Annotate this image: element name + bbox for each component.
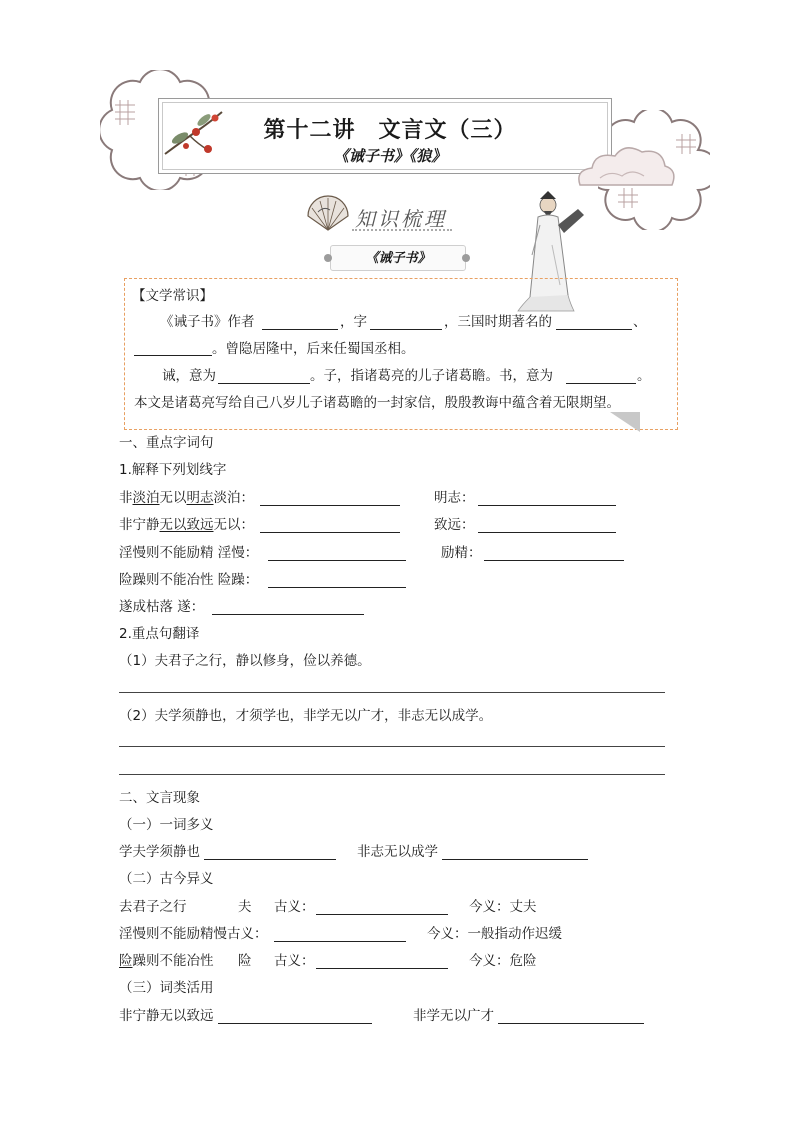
- literary-heading: 【文学常识】: [132, 288, 213, 304]
- yinman-answer-blank[interactable]: [268, 560, 406, 561]
- sentence-1: （1）夫君子之行，静以修身，俭以养德。: [119, 653, 371, 669]
- q2-heading: 2.重点句翻译: [119, 626, 200, 642]
- part1-heading: 一、重点字词句: [119, 435, 214, 451]
- row2-phrase: 非宁静无以致远无以：: [119, 517, 254, 533]
- fan-icon: [304, 194, 352, 234]
- gujin-ancient-blank-1[interactable]: [316, 914, 448, 915]
- polysemy-heading: （一）一词多义: [119, 817, 214, 833]
- xianzao-answer-blank[interactable]: [268, 587, 406, 588]
- literary-line-1b: ，字: [340, 314, 367, 330]
- gujin-ancient-blank-3[interactable]: [316, 968, 448, 969]
- shu-meaning-blank[interactable]: [566, 383, 636, 384]
- word-class-blank-2[interactable]: [498, 1023, 644, 1024]
- literary-line-3a: 诫，意为: [162, 368, 216, 384]
- literary-line-1d: 、: [633, 314, 647, 330]
- gujin-modern-2: 今义：一般指动作迟缓: [427, 926, 562, 942]
- polysemy-phrase-2: 非志无以成学: [357, 844, 438, 860]
- translation-line-1[interactable]: [119, 692, 665, 693]
- polysemy-blank-1[interactable]: [204, 859, 336, 860]
- literary-line-3c: 。: [637, 368, 651, 384]
- sentence-2: （2）夫学须静也，才须学也，非学无以广才，非志无以成学。: [119, 708, 493, 724]
- polysemy-blank-2[interactable]: [442, 859, 588, 860]
- gujin-word-1: 夫: [238, 899, 252, 915]
- word-class-phrase-2: 非学无以广才: [413, 1008, 494, 1024]
- danbo-answer-blank[interactable]: [260, 505, 400, 506]
- lijing-label: 励精：: [441, 545, 482, 561]
- literary-line-2: 。曾隐居隆中，后来任蜀国丞相。: [212, 341, 415, 357]
- gujin-modern-3: 今义：危险: [469, 953, 537, 969]
- wuyi-answer-blank[interactable]: [260, 532, 400, 533]
- jie-meaning-blank[interactable]: [218, 383, 310, 384]
- word-class-phrase-1: 非宁静无以致远: [119, 1008, 214, 1024]
- mingzhi-label: 明志：: [434, 490, 475, 506]
- zhiyuan-answer-blank[interactable]: [478, 532, 616, 533]
- title-blank-1[interactable]: [556, 329, 632, 330]
- section-label: 《诫子书》: [365, 251, 431, 266]
- literary-line-4: 本文是诸葛亮写给自己八岁儿子诸葛瞻的一封家信，殷殷教诲中蕴含着无限期望。: [134, 395, 620, 411]
- page-title: 第十二讲 文言文（三）: [263, 117, 517, 143]
- row5-phrase: 遂成枯落 遂：: [119, 599, 205, 615]
- gujin-ancient-label-1: 古义：: [274, 899, 315, 915]
- gujin-phrase-3: 险躁则不能冶性: [119, 953, 214, 969]
- row3-phrase: 淫慢则不能励精 淫慢：: [119, 545, 259, 561]
- gujin-word-3: 险: [238, 953, 252, 969]
- gujin-phrase-1: 去君子之行: [119, 899, 187, 915]
- page-fold-corner: [610, 412, 640, 432]
- mingzhi-answer-blank[interactable]: [478, 505, 616, 506]
- q1-heading: 1.解释下列划线字: [119, 462, 227, 478]
- gujin-phrase-2: 淫慢则不能励精慢古义：: [119, 926, 268, 942]
- word-class-blank-1[interactable]: [218, 1023, 372, 1024]
- row1-phrase: 非淡泊无以明志淡泊：: [119, 490, 254, 506]
- gujin-ancient-blank-2[interactable]: [274, 941, 406, 942]
- courtesy-name-blank[interactable]: [370, 329, 442, 330]
- sui-answer-blank[interactable]: [212, 614, 364, 615]
- ancient-modern-heading: （二）古今异义: [119, 871, 214, 887]
- translation-line-2[interactable]: [119, 746, 665, 747]
- zhiyuan-label: 致远：: [434, 517, 475, 533]
- part2-heading: 二、文言现象: [119, 790, 200, 806]
- word-class-heading: （三）词类活用: [119, 980, 214, 996]
- row4-phrase: 险躁则不能冶性 险躁：: [119, 572, 259, 588]
- literary-line-3b: 。子，指诸葛亮的儿子诸葛瞻。书，意为: [310, 368, 553, 384]
- title-blank-2[interactable]: [134, 355, 212, 356]
- author-blank[interactable]: [262, 329, 338, 330]
- polysemy-phrase-1: 学夫学须静也: [119, 844, 200, 860]
- translation-line-3[interactable]: [119, 774, 665, 775]
- literary-line-1c: ，三国时期著名的: [444, 314, 552, 330]
- page-subtitle: 《诫子书》《狼》: [333, 147, 447, 165]
- knowledge-section-title: 知识梳理: [355, 207, 447, 231]
- title-underline: [352, 229, 452, 231]
- gujin-modern-1: 今义：丈夫: [469, 899, 537, 915]
- lijing-answer-blank[interactable]: [484, 560, 624, 561]
- literary-line-1a: 《诫子书》作者: [160, 314, 255, 330]
- gujin-ancient-label-3: 古义：: [274, 953, 315, 969]
